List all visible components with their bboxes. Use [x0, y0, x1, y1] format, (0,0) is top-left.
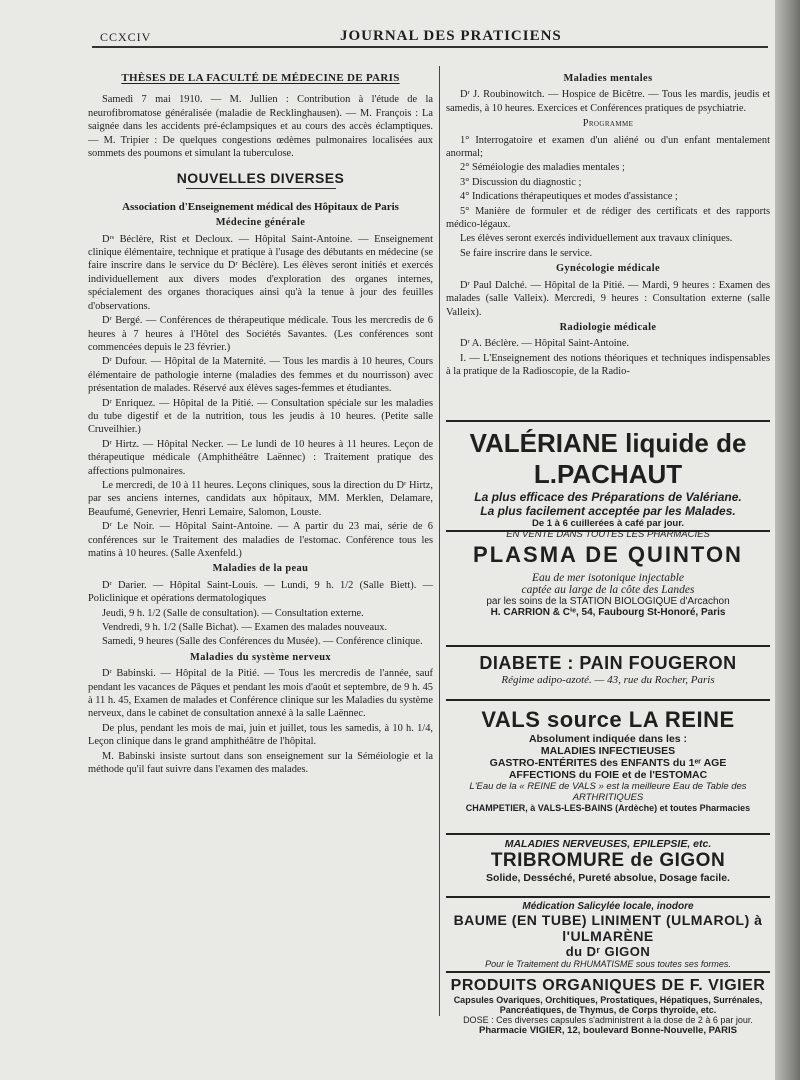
- paragraph: Dʳ Darier. — Hôpital Saint-Louis. — Lundi, 9 h. 1/2 (Salle Biett). — Policlinique et opérations dermatologiques: [88, 579, 433, 605]
- ad-vigier-title: PRODUITS ORGANIQUES DE F. VIGIER: [450, 977, 766, 994]
- ad-line: L'Eau de la « REINE de VALS » est la meilleure Eau de Table des ARTHRITIQUES: [469, 781, 747, 803]
- ad-line: De 1 à 6 cuillerées à café par jour.: [531, 518, 685, 529]
- paragraph: De plus, pendant les mois de mai, juin et juillet, tous les samedis, à 10 h. 1/4, Leçon clinique dans le grand amphithéâtre de l'hôpital.: [88, 722, 433, 748]
- paragraph: Jeudi, 9 h. 1/2 (Salle de consultation). — Consultation externe.: [102, 607, 364, 619]
- ad-line: Pharmacie VIGIER, 12, boulevard Bonne-Nouvelle, PARIS: [479, 1025, 737, 1036]
- programme-item: 2° Séméiologie des maladies mentales ;: [460, 162, 625, 174]
- paragraph: Dʳ Dufour. — Hôpital de la Maternité. — Tous les mardis à 10 heures, Cours élémentaire de pathologie interne (maladies des femmes et du nourrisson) avec présentation de malades. Réservé aux élèves sages-femmes et étudiantes.: [88, 356, 433, 395]
- ad-line: EN VENTE DANS TOUTES LES PHARMACIES: [506, 529, 710, 540]
- paragraph: Dʳ Bergé. — Conférences de thérapeutique médicale. Tous les mercredis de 6 heures à 7 heures à l'Hôtel des Sociétés Savantes. (Les conférences sont commencées depuis le 23 février.): [88, 315, 433, 353]
- ad-line: La plus efficace des Préparations de Valériane.: [474, 490, 742, 504]
- ad-fougeron-title: DIABETE : PAIN FOUGERON: [479, 653, 737, 673]
- paragraph: Dʳ A. Béclère. — Hôpital Saint-Antoine.: [460, 338, 630, 350]
- theses-text: Samedi 7 mai 1910. — M. Jullien : Contribution à l'étude de la neurofibromatose généralisée (maladie de Recklinghausen). — M. François : La saignée dans les accidents pré-éclampsiques et au cours des accès éclamptiques. — M. Tripier : De quelques congestions œdèmes pulmonaires localisées aux sommets des poumons et simulant la tuberculose.: [88, 94, 433, 160]
- right-column: [446, 70, 770, 380]
- ad-line: captée au large de la côte des Landes: [521, 584, 695, 596]
- paragraph: Dʳ Hirtz. — Hôpital Necker. — Le lundi de 10 heures à 11 heures. Leçon de thérapeutique médicale (Amphithéâtre Laënnec) : Traitement pratique des affections pulmonaires.: [88, 438, 433, 477]
- paragraph: Dʳ Le Noir. — Hôpital Saint-Antoine. — A partir du 23 mai, série de 6 conférences sur le Traitement des maladies de l'estomac. Conférence tous les matins à 10 heures. (Salle Axenfeld.): [88, 521, 433, 559]
- ad-line: du Dʳ GIGON: [565, 944, 651, 959]
- ad-vigier: [446, 977, 770, 1051]
- ad-line: CHAMPETIER, à VALS-LES-BAINS (Ardèche) et toutes Pharmacies: [465, 803, 751, 813]
- nouvelles-heading: NOUVELLES DIVERSES: [176, 170, 345, 187]
- paragraph: Dʳ Babinski. — Hôpital de la Pitié. — Tous les mercredis de l'année, sauf pendant les vacances de Pâques et pendant les mois d'août et septembre, de 9 h. 45 à 11 h. 45, Examen de malades et Conférence clinique sur les Maladies du système nerveux, dans le cabinet de consultation annexé à la salle Laënnec.: [88, 668, 433, 720]
- ad-line: MALADIES INFECTIEUSES: [540, 745, 676, 757]
- ad-line: Pour le Traitement du RHUMATISME sous toutes ses formes.: [485, 959, 731, 969]
- ad-vals-title: VALS source LA REINE: [481, 707, 735, 732]
- ad-line: MALADIES NERVEUSES, EPILEPSIE, etc.: [504, 838, 712, 850]
- ad-line: GASTRO-ENTÉRITES des ENFANTS du 1ᵉʳ AGE: [489, 757, 727, 769]
- ad-pain-fougeron: [446, 653, 770, 701]
- radiologie-heading: Radiologie médicale: [559, 321, 657, 333]
- ad-plasma-title: PLASMA DE QUINTON: [473, 542, 743, 567]
- ad-line: H. CARRION & Cⁱᵉ, 54, Faubourg St-Honoré, Paris: [490, 607, 726, 618]
- paragraph: M. Babinski insiste surtout dans son enseignement sur la Séméiologie et la méthode qu'il faut suivre dans l'examen des malades.: [88, 750, 433, 776]
- page-edge-shadow: [775, 0, 800, 1080]
- ad-line: Eau de mer isotonique injectable: [531, 572, 685, 584]
- ad-line: Régime adipo-azoté. — 43, rue du Rocher, Paris: [501, 674, 715, 686]
- ad-line: AFFECTIONS du FOIE et de l'ESTOMAC: [508, 769, 708, 781]
- folio-number: CCXCIV: [100, 30, 152, 44]
- gynecologie-heading: Gynécologie médicale: [555, 263, 661, 275]
- programme-heading: Programme: [582, 118, 634, 130]
- paragraph: Se faire inscrire dans le service.: [460, 247, 593, 259]
- ad-line: Solide, Desséché, Pureté absolue, Dosage facile.: [486, 872, 730, 884]
- heading-underline: [186, 188, 336, 189]
- theses-heading: THÈSES DE LA FACULTÉ DE MÉDECINE DE PARIS: [121, 72, 400, 84]
- paragraph: Les élèves seront exercés individuellement aux travaux cliniques.: [460, 233, 733, 245]
- mentales-heading: Maladies mentales: [563, 73, 653, 84]
- programme-item: 5° Manière de formuler et de rédiger des certificats et des rapports médico-légaux.: [446, 205, 770, 231]
- journal-title: JOURNAL DES PRATICIENS: [340, 28, 562, 44]
- advertisements: [446, 420, 770, 1051]
- column-divider: [439, 66, 440, 1016]
- programme-item: 3° Discussion du diagnostic ;: [460, 176, 582, 188]
- ad-ulmarene: [446, 901, 770, 973]
- ad-ulmarene-title: BAUME (EN TUBE) LINIMENT (ULMAROL) à l'ULMARÈNE: [453, 912, 763, 944]
- ad-line: Absolument indiquée dans les :: [528, 733, 688, 745]
- paragraph: Le mercredi, de 10 à 11 heures. Leçons cliniques, sous la direction du Dʳ Hirtz, par ses anciens internes, candidats aux hôpitaux, MM. Merklen, Delamare, Beaufumé, Genevrier, Henri Lemaire, Salomon, Louste.: [88, 479, 433, 518]
- ad-line: La plus facilement acceptée par les Malades.: [480, 504, 736, 518]
- programme-item: 4° Indications thérapeutiques et modes d'assistance ;: [460, 191, 678, 203]
- paragraph: Dʳ J. Roubinowitch. — Hospice de Bicêtre. — Tous les mardis, jeudis et samedis, à 10 heures. Exercices et Conférences pratiques de psychiatrie.: [446, 89, 770, 114]
- programme-item: 1° Interrogatoire et examen d'un aliéné ou d'un enfant mentalement anormal;: [446, 134, 770, 160]
- peau-heading: Maladies de la peau: [212, 563, 309, 575]
- paragraph: Dʳ Enriquez. — Hôpital de la Pitié. — Consultation spéciale sur les maladies du tube digestif et de la nutrition, tous les jeudis à 10 heures. (Petite salle Cruveilhier.): [88, 397, 433, 436]
- association-heading: Association d'Enseignement médical des Hôpitaux de Paris: [122, 200, 399, 213]
- ad-line: Capsules Ovariques, Orchitiques, Prostatiques, Hépatiques, Surrénales, Pancréatiques, de Thymus, de Corps thyroïde, etc.: [453, 995, 763, 1015]
- paragraph: I. — L'Enseignement des notions théoriques et techniques indispensables à la pratique de la Radioscopie, de la Radio-: [446, 352, 770, 378]
- paragraph: Dʳ Paul Dalché. — Hôpital de la Pitié. — Mardi, 9 heures : Examen des malades (salle Valleix). Mercredi, 9 heures : Consultation externe (salle Valleix).: [446, 279, 770, 318]
- nerveux-heading: Maladies du système nerveux: [190, 651, 331, 663]
- ad-vals-reine: [446, 707, 770, 835]
- ad-valeriane-title: VALÉRIANE liquide de L.PACHAUT: [469, 428, 747, 489]
- ad-valeriane: [446, 420, 770, 540]
- ad-line: par les soins de la STATION BIOLOGIQUE d'Arcachon: [486, 596, 730, 607]
- paragraph: Vendredi, 9 h. 1/2 (Salle Bichat). — Examen des malades nouveaux.: [102, 622, 388, 634]
- medecine-generale-heading: Médecine générale: [215, 217, 306, 229]
- ad-tribromure-title: TRIBROMURE de GIGON: [490, 850, 726, 871]
- ad-tribromure: [446, 838, 770, 898]
- ad-line: Médication Salicylée locale, inodore: [522, 901, 694, 912]
- ad-line: DOSE : Ces diverses capsules s'administrent à la dose de 2 à 6 par jour.: [463, 1015, 753, 1025]
- header-rule: [92, 46, 768, 48]
- ad-plasma-quinton: [446, 542, 770, 647]
- left-column: [88, 70, 433, 778]
- paragraph: Dʳˢ Béclère, Rist et Decloux. — Hôpital Saint-Antoine. — Enseignement clinique élémentaire, technique et pratique à l'usage des débutants en médecine (se faire inscrire dans le service du Dʳ Béclère). Les élèves seront initiés et exercés individuellement aux divers modes d'exploration des organes internes, spécialement des organes thoraciques ainsi qu'à la tenue à jour des feuilles d'observations.: [88, 233, 433, 312]
- paragraph: Samedi, 9 heures (Salle des Conférences du Musée). — Conférence clinique.: [102, 636, 423, 648]
